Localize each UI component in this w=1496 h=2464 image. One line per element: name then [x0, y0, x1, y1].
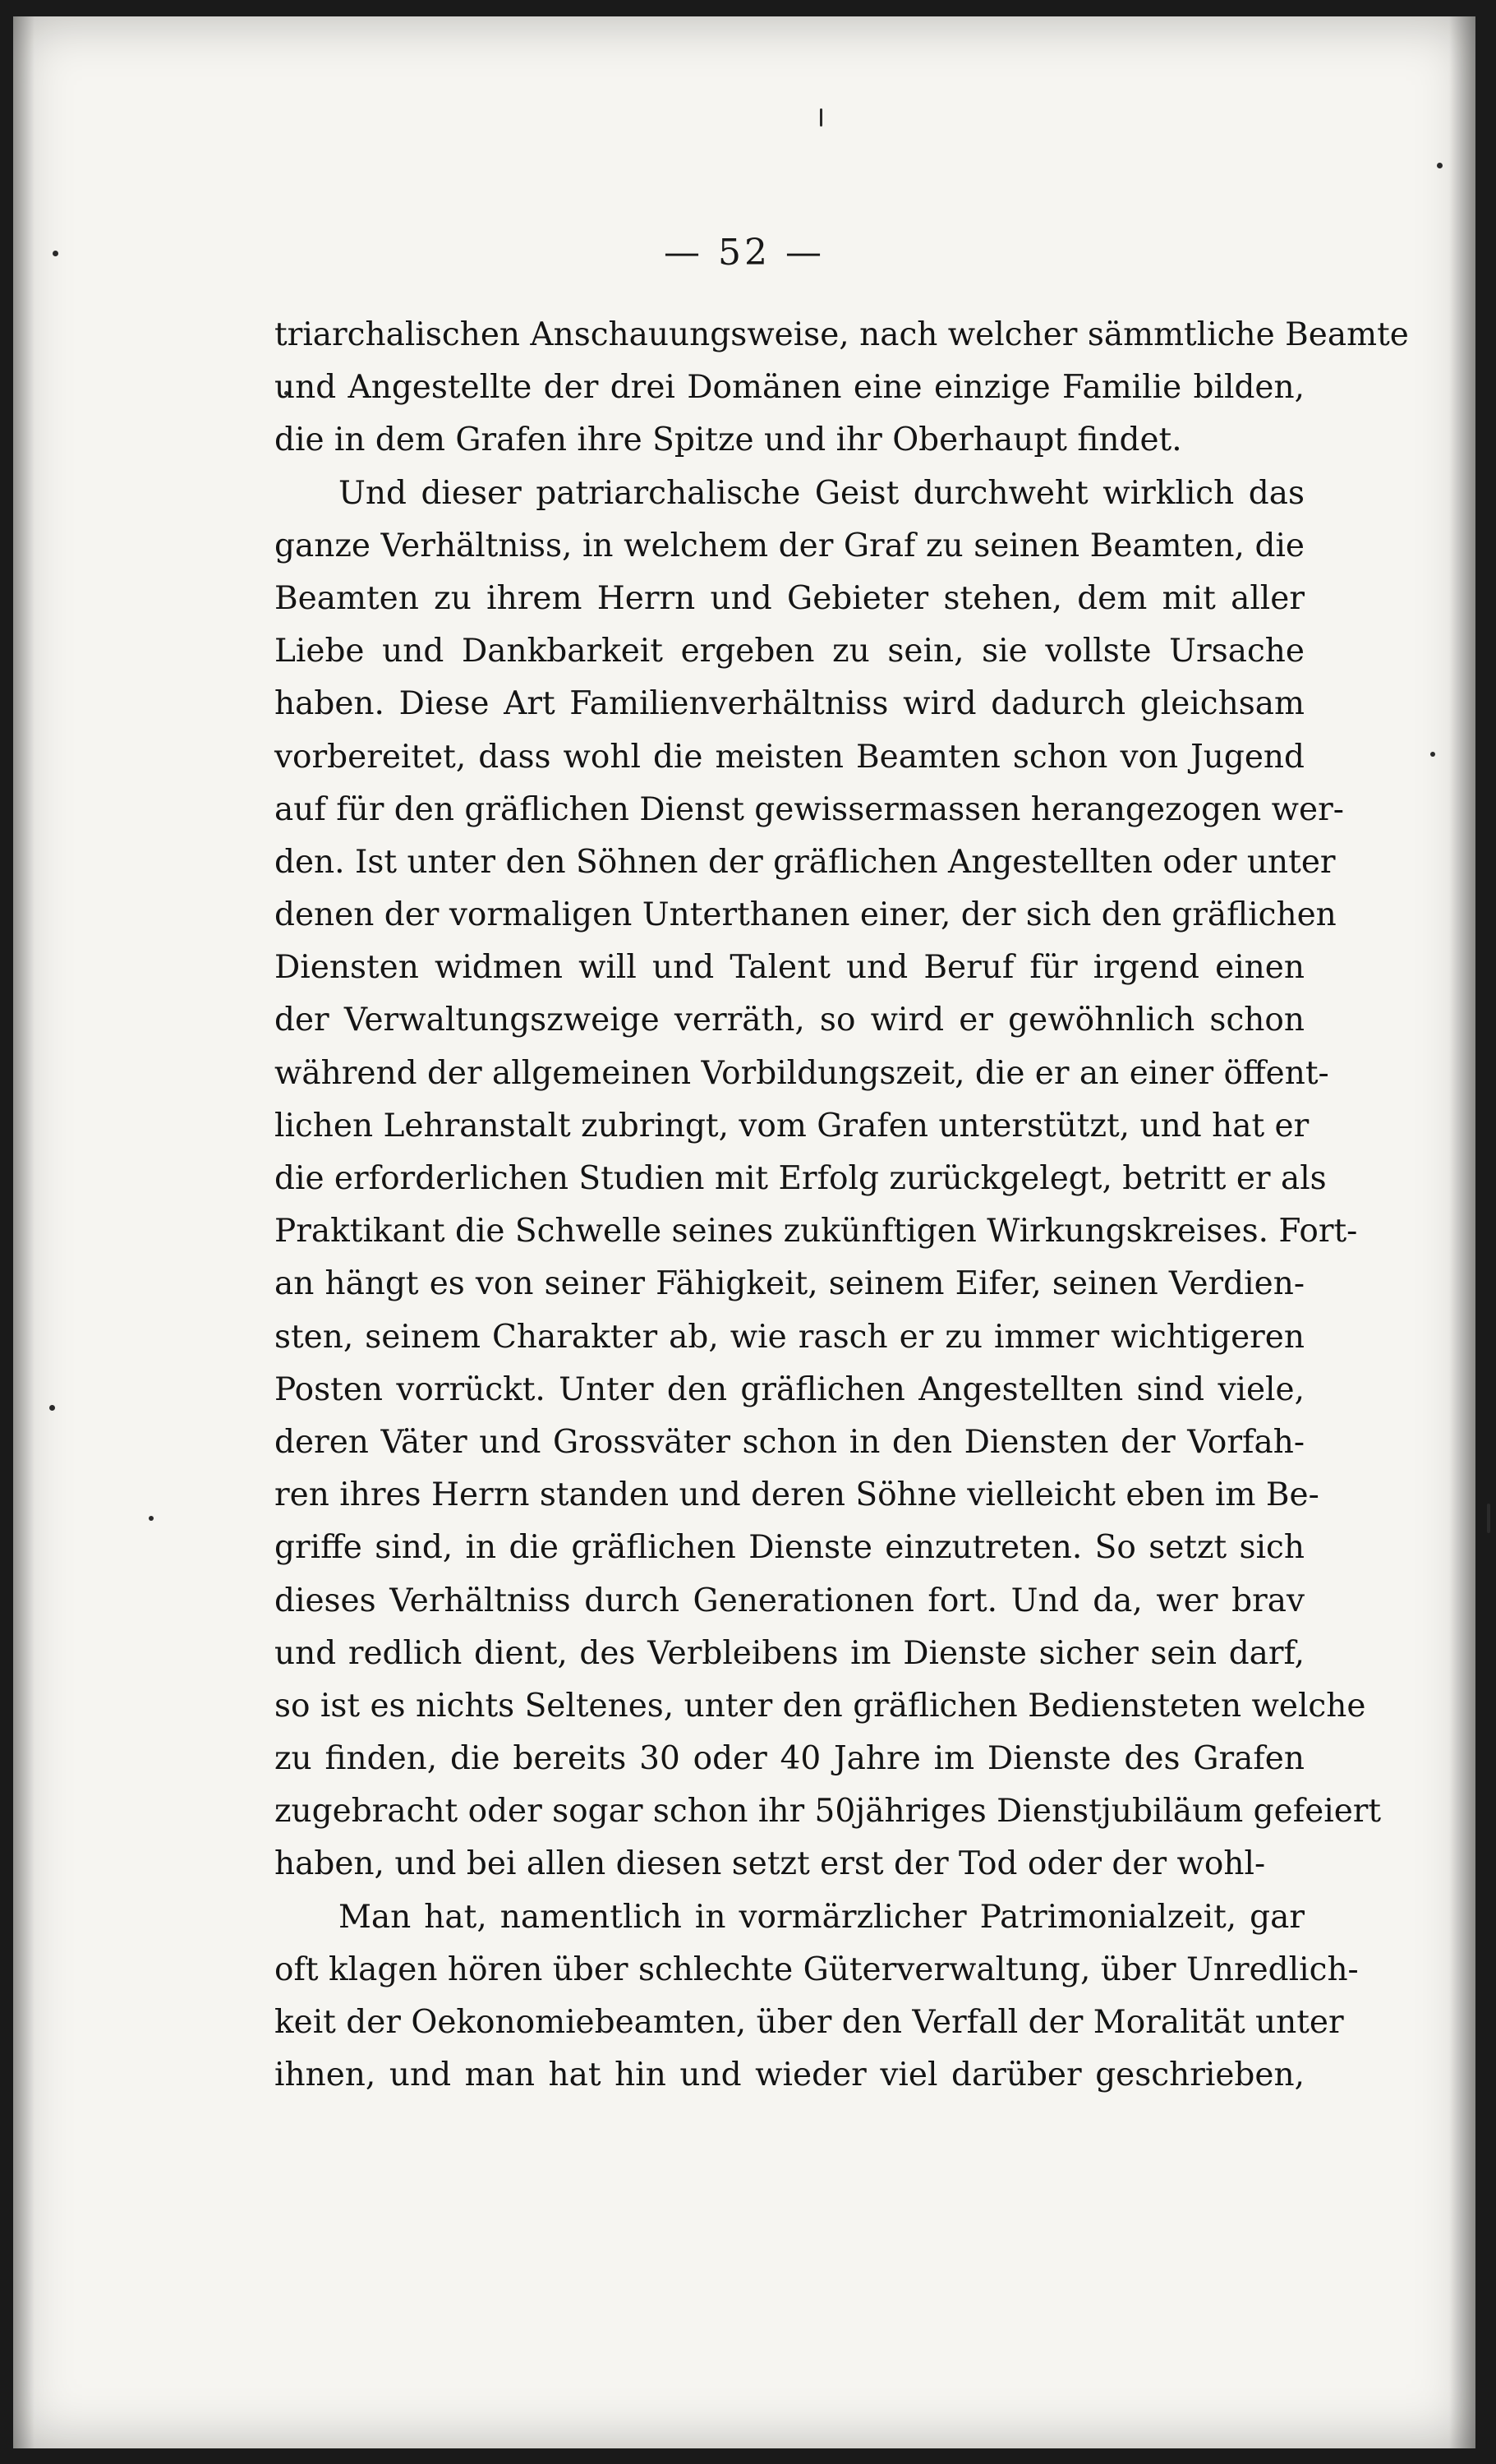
- body-text: [274, 309, 1409, 2102]
- text-line: deren Väter und Grossväter schon in den Diensten der Vorfah-: [274, 1423, 1305, 1461]
- text-line: den. Ist unter den Söhnen der gräflichen Angestellten oder unter: [274, 843, 1336, 881]
- text-line: während der allgemeinen Vorbildungszeit, die er an einer öffent-: [274, 1054, 1329, 1092]
- text-line: und Angestellte der drei Domänen eine einzige Familie bilden,: [274, 369, 1305, 407]
- page-right-edge-shadow: [1449, 16, 1475, 2448]
- text-line: haben. Diese Art Familienverhältniss wird dadurch gleichsam: [274, 685, 1305, 723]
- text-line: lichen Lehranstalt zubringt, vom Grafen unterstützt, und hat er: [274, 1107, 1310, 1144]
- text-line: zu finden, die bereits 30 oder 40 Jahre im Dienste des Grafen: [274, 1740, 1305, 1778]
- text-line: Praktikant die Schwelle seines zukünftigen Wirkungskreises. Fort-: [274, 1213, 1358, 1250]
- text-line: Diensten widmen will und Talent und Beruf für irgend einen: [274, 949, 1305, 987]
- paper-speck: [1430, 752, 1435, 757]
- text-line: Man hat, namentlich in vormärzlicher Patrimonialzeit, gar: [338, 1898, 1305, 1936]
- text-line: und redlich dient, des Verbleibens im Dienste sicher sein darf,: [274, 1634, 1305, 1672]
- paper-speck: [820, 108, 822, 127]
- text-line: Posten vorrückt. Unter den gräflichen Angestellten sind viele,: [274, 1370, 1305, 1408]
- text-line: dieses Verhältniss durch Generationen fort. Und da, wer brav: [274, 1582, 1305, 1619]
- text-line: die erforderlichen Studien mit Erfolg zurückgelegt, betritt er als: [274, 1160, 1327, 1197]
- text-line: denen der vormaligen Unterthanen einer, der sich den gräflichen: [274, 896, 1337, 934]
- text-line: vorbereitet, dass wohl die meisten Beamten schon von Jugend: [274, 738, 1305, 776]
- text-line: Liebe und Dankbarkeit ergeben zu sein, sie vollste Ursache: [274, 633, 1305, 670]
- text-line: die in dem Grafen ihre Spitze und ihr Oberhaupt findet.: [274, 421, 1182, 459]
- text-line: griffe sind, in die gräflichen Dienste einzutreten. So setzt sich: [274, 1529, 1305, 1567]
- text-line: haben, und bei allen diesen setzt erst der Tod oder der wohl-: [274, 1845, 1266, 1883]
- text-line: ganze Verhältniss, in welchem der Graf zu seinen Beamten, die: [274, 527, 1305, 564]
- text-line: keit der Oekonomiebeamten, über den Verfall der Moralität unter: [274, 2004, 1344, 2041]
- text-line: oft klagen hören über schlechte Güterverwaltung, über Unredlich-: [274, 1950, 1359, 1988]
- text-line: ren ihres Herrn standen und deren Söhne vielleicht eben im Be-: [274, 1476, 1319, 1514]
- text-line: der Verwaltungszweige verräth, so wird er gewöhnlich schon: [274, 1002, 1305, 1039]
- text-line: so ist es nichts Seltenes, unter den gräflichen Bediensteten welche: [274, 1687, 1366, 1725]
- text-line: Und dieser patriarchalische Geist durchweht wirklich das: [338, 474, 1305, 512]
- paper-speck: [1487, 1504, 1490, 1533]
- text-line: sten, seinem Charakter ab, wie rasch er zu immer wichtigeren: [274, 1318, 1305, 1356]
- text-line: auf für den gräflichen Dienst gewissermassen herangezogen wer-: [274, 790, 1344, 828]
- paper-speck: [1437, 163, 1443, 168]
- paper-speck: [149, 1516, 154, 1521]
- page-number: — 52 —: [664, 232, 825, 274]
- text-line: triarchalischen Anschauungsweise, nach welcher sämmtliche Beamte: [274, 316, 1409, 353]
- text-line: ihnen, und man hat hin und wieder viel darüber geschrieben,: [274, 2056, 1305, 2094]
- text-line: Beamten zu ihrem Herrn und Gebieter stehen, dem mit aller: [274, 579, 1305, 617]
- book-page: [13, 16, 1475, 2448]
- text-line: an hängt es von seiner Fähigkeit, seinem Eifer, seinen Verdien-: [274, 1265, 1305, 1303]
- text-line: zugebracht oder sogar schon ihr 50jähriges Dienstjubiläum gefeiert: [274, 1793, 1382, 1831]
- paper-speck: [49, 1405, 55, 1411]
- page-left-edge-shadow: [13, 16, 35, 2448]
